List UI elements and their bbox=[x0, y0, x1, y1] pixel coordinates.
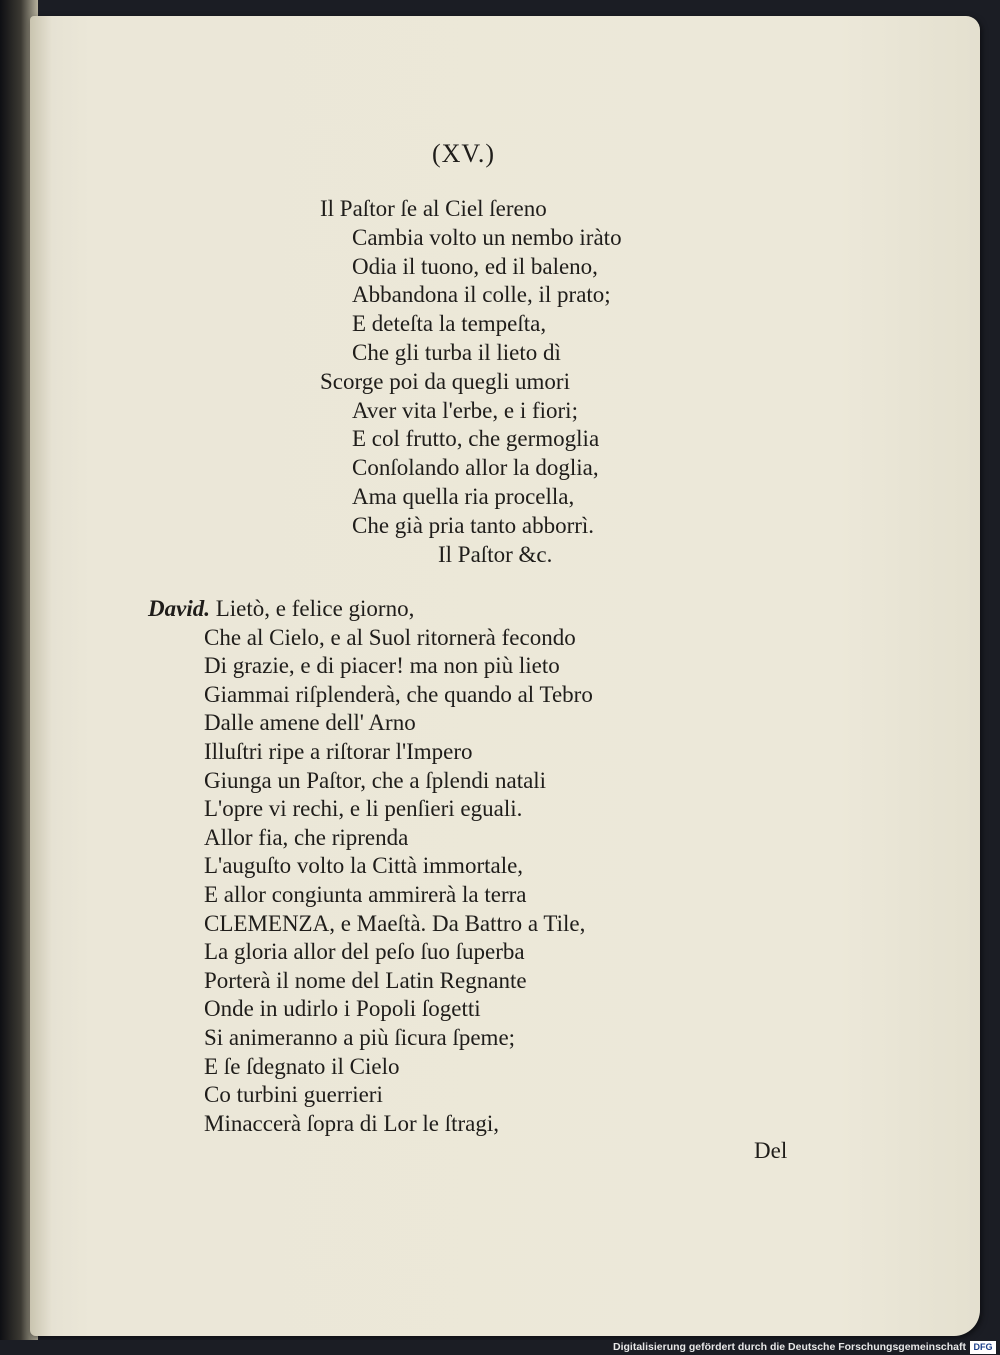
recitative-line: E ſe ſdegnato il Cielo bbox=[204, 1053, 400, 1079]
recitative-line: Si animeranno a più ſicura ſpeme; bbox=[204, 1024, 516, 1050]
page-number-header: (XV.) bbox=[432, 139, 496, 168]
recitative-line: La gloria allor del peſo ſuo ſuperba bbox=[204, 939, 525, 965]
verse-line: Cambia volto un nembo iràto bbox=[352, 224, 622, 250]
dfg-logo: DFG bbox=[970, 1341, 996, 1354]
recitative-block bbox=[148, 595, 593, 1138]
recitative-line: E allor congiunta ammirerà la terra bbox=[204, 881, 527, 907]
verse-line: E deteſta la tempeſta, bbox=[352, 311, 547, 337]
funding-credit: Digitalisierung gefördert durch die Deutsche Forschungsgemeinschaft bbox=[613, 1341, 966, 1353]
speech-first-line bbox=[148, 595, 593, 624]
recitative-line: Che al Cielo, e al Suol ritornerà fecondo bbox=[204, 624, 576, 650]
recitative-line: Di grazie, e di piacer! ma non più lieto bbox=[204, 653, 560, 679]
recitative-line: L'opre vi rechi, e li penſieri eguali. bbox=[204, 796, 523, 822]
verse-line: Scorge poi da quegli umori bbox=[320, 368, 570, 394]
catchword: Del bbox=[754, 1138, 788, 1163]
verse-line: Ama quella ria procella, bbox=[352, 483, 575, 509]
recitative-line: Allor fia, che riprenda bbox=[204, 824, 409, 850]
speech-lines bbox=[148, 624, 593, 1139]
verse-line: Che già pria tanto abborrì. bbox=[352, 512, 595, 538]
recitative-line: CLEMENZA, e Maeſtà. Da Battro a Tile, bbox=[204, 910, 586, 936]
verse-line: Conſolando allor la doglia, bbox=[352, 455, 599, 481]
verse-line: Odia il tuono, ed il baleno, bbox=[352, 253, 598, 279]
verse-line: Il Paſtor ſe al Ciel ſereno bbox=[320, 196, 547, 221]
recitative-line: Onde in udirlo i Popoli ſogetti bbox=[204, 996, 481, 1022]
verse-line: Il Paſtor &c. bbox=[438, 541, 553, 567]
speech-opening-text: Lietò, e felice giorno, bbox=[215, 596, 415, 621]
verse-line: E col frutto, che germoglia bbox=[352, 426, 600, 452]
verse-line: Aver vita l'erbe, e i fiori; bbox=[352, 397, 578, 423]
recitative-line: Minaccerà ſopra di Lor le ſtragi, bbox=[204, 1110, 500, 1136]
aria-verse-block bbox=[320, 195, 622, 569]
footer-bar bbox=[0, 1340, 1000, 1355]
recitative-line: Giunga un Paſtor, che a ſplendi natali bbox=[204, 767, 547, 793]
recitative-line: L'auguſto volto la Città immortale, bbox=[204, 853, 524, 879]
recitative-line: Giammai riſplenderà, che quando al Tebro bbox=[204, 681, 593, 707]
speaker-name: David. bbox=[148, 596, 210, 621]
recitative-line: Illuſtri ripe a riſtorar l'Impero bbox=[204, 738, 473, 764]
verse-line: Che gli turba il lieto dì bbox=[352, 339, 561, 365]
recitative-line: Co turbini guerrieri bbox=[204, 1082, 383, 1108]
verse-line: Abbandona il colle, il prato; bbox=[352, 282, 611, 308]
recitative-line: Dalle amene dell' Arno bbox=[204, 710, 416, 736]
recitative-line: Porterà il nome del Latin Regnante bbox=[204, 967, 527, 993]
